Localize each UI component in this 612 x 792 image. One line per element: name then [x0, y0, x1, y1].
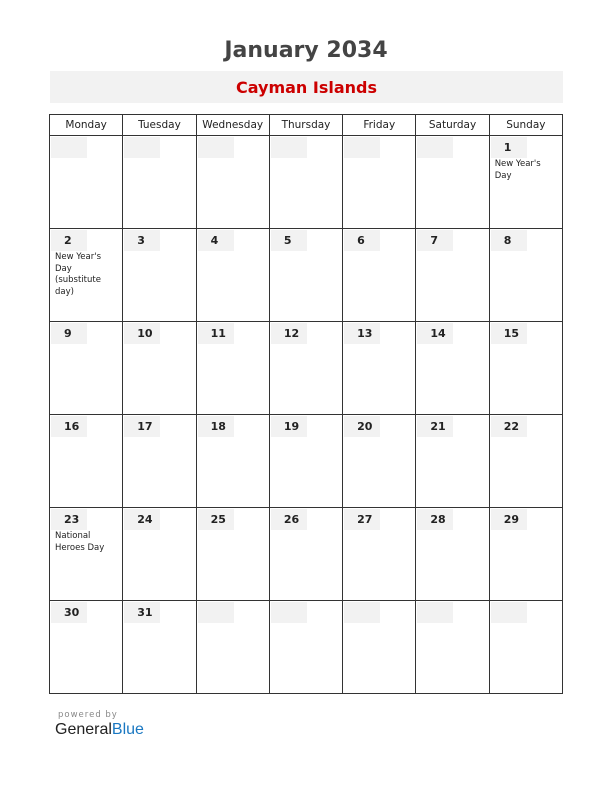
day-number [271, 602, 307, 623]
day-number [198, 602, 234, 623]
weekday-header-row [50, 115, 563, 136]
day-number: 11 [198, 323, 234, 344]
week-row [50, 136, 563, 229]
holiday-label: New Year's Day (substitute day) [55, 252, 102, 297]
day-number: 14 [417, 323, 453, 344]
day-cell [196, 601, 269, 694]
day-cell [343, 136, 416, 229]
day-number: 25 [198, 509, 234, 530]
day-cell [489, 601, 562, 694]
day-cell [196, 322, 269, 415]
page-title: January 2034 [224, 38, 388, 63]
day-number [271, 137, 307, 158]
day-cell [269, 415, 342, 508]
day-cell [416, 229, 489, 322]
day-cell [343, 415, 416, 508]
day-cell [196, 229, 269, 322]
day-cell [416, 136, 489, 229]
day-number [198, 137, 234, 158]
day-cell [269, 136, 342, 229]
day-number [417, 602, 453, 623]
weekday-header: Saturday [416, 115, 489, 136]
day-cell [489, 508, 562, 601]
weekday-header: Sunday [489, 115, 562, 136]
day-number: 2 [51, 230, 87, 251]
day-number [51, 137, 87, 158]
day-number: 6 [344, 230, 380, 251]
brand-general-text: General [55, 721, 112, 738]
day-cell [416, 508, 489, 601]
day-number: 3 [124, 230, 160, 251]
day-cell [416, 601, 489, 694]
weekday-header: Friday [343, 115, 416, 136]
day-cell [123, 136, 196, 229]
day-number [344, 602, 380, 623]
week-row [50, 601, 563, 694]
day-number: 22 [491, 416, 527, 437]
powered-by-text: powered by [58, 710, 118, 720]
day-number: 5 [271, 230, 307, 251]
day-cell [196, 415, 269, 508]
week-row [50, 229, 563, 322]
day-number: 8 [491, 230, 527, 251]
day-cell [50, 322, 123, 415]
weekday-header: Tuesday [123, 115, 196, 136]
day-number: 1 [491, 137, 527, 158]
day-number: 10 [124, 323, 160, 344]
day-cell [269, 508, 342, 601]
day-cell [343, 229, 416, 322]
day-number: 9 [51, 323, 87, 344]
day-number [124, 137, 160, 158]
footer [55, 710, 144, 739]
country-name: Cayman Islands [235, 78, 378, 97]
day-number: 24 [124, 509, 160, 530]
day-cell [123, 601, 196, 694]
day-number: 26 [271, 509, 307, 530]
day-number: 31 [124, 602, 160, 623]
weekday-header: Wednesday [196, 115, 269, 136]
day-number: 19 [271, 416, 307, 437]
day-cell [50, 229, 123, 322]
holiday-label: National Heroes Day [55, 531, 105, 553]
day-number: 13 [344, 323, 380, 344]
day-number: 18 [198, 416, 234, 437]
day-number: 16 [51, 416, 87, 437]
day-number: 29 [491, 509, 527, 530]
day-cell [50, 415, 123, 508]
day-cell [123, 415, 196, 508]
day-cell [343, 508, 416, 601]
day-number [344, 137, 380, 158]
day-cell [269, 601, 342, 694]
day-cell [123, 229, 196, 322]
day-cell [50, 508, 123, 601]
day-number [491, 602, 527, 623]
day-number: 15 [491, 323, 527, 344]
day-number: 28 [417, 509, 453, 530]
subtitle-bar [50, 71, 563, 103]
day-number: 4 [198, 230, 234, 251]
day-number: 27 [344, 509, 380, 530]
week-row [50, 322, 563, 415]
brand-blue-text: Blue [111, 721, 144, 738]
day-number: 17 [124, 416, 160, 437]
day-cell [489, 136, 562, 229]
calendar-grid [49, 114, 563, 694]
day-cell [50, 601, 123, 694]
day-cell [196, 136, 269, 229]
day-cell [50, 136, 123, 229]
day-cell [196, 508, 269, 601]
week-row [50, 508, 563, 601]
day-number: 30 [51, 602, 87, 623]
day-cell [416, 415, 489, 508]
day-cell [489, 322, 562, 415]
day-cell [343, 322, 416, 415]
day-cell [123, 508, 196, 601]
day-cell [489, 415, 562, 508]
brand-logo[interactable] [55, 721, 144, 739]
day-number: 23 [51, 509, 87, 530]
day-cell [269, 229, 342, 322]
day-number: 20 [344, 416, 380, 437]
day-number: 21 [417, 416, 453, 437]
day-cell [489, 229, 562, 322]
day-cell [343, 601, 416, 694]
day-cell [269, 322, 342, 415]
week-row [50, 415, 563, 508]
weekday-header: Thursday [269, 115, 342, 136]
holiday-label: New Year's Day [494, 159, 541, 181]
day-number: 12 [271, 323, 307, 344]
day-number: 7 [417, 230, 453, 251]
day-cell [416, 322, 489, 415]
day-cell [123, 322, 196, 415]
day-number [417, 137, 453, 158]
weekday-header: Monday [50, 115, 123, 136]
